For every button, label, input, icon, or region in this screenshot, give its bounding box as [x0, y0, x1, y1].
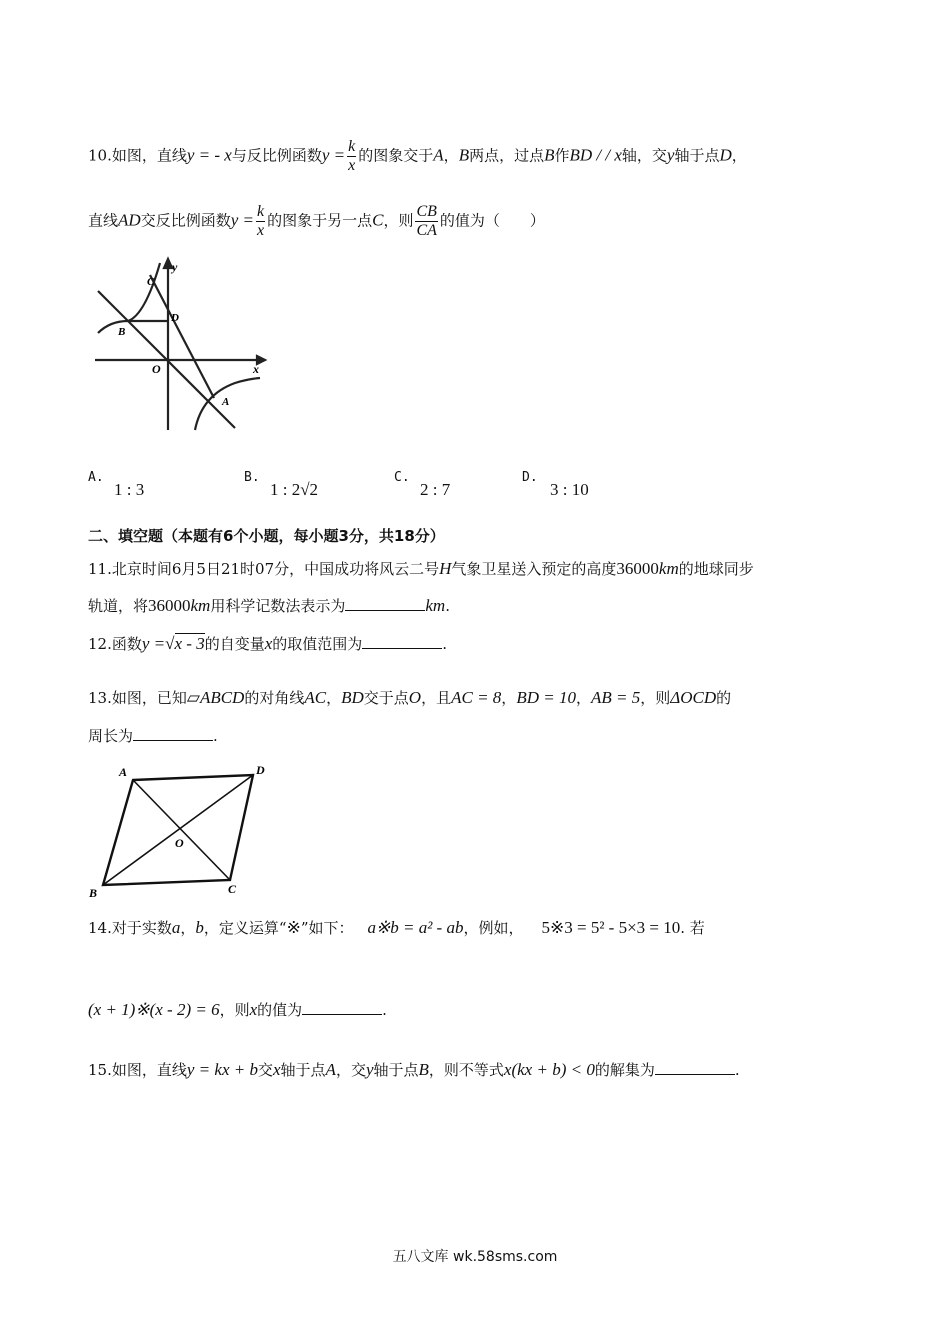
q13-text: ，	[575, 689, 591, 707]
q15-line	[88, 1058, 740, 1082]
q14-text: 的值为	[257, 1001, 303, 1019]
q11-line1	[88, 557, 754, 581]
q14-b: b	[195, 918, 204, 937]
q10-text: 轴于点	[674, 146, 720, 165]
graph-label-x: x	[253, 362, 259, 376]
q10-line-ad: AD	[118, 210, 141, 230]
q11-number: 11.	[88, 560, 112, 578]
q10-text: ，	[731, 146, 747, 165]
q13-parallelogram: ▱ABCD	[186, 688, 245, 707]
q14-text: ，	[180, 919, 196, 937]
q10-line-equation: y = - x	[186, 145, 232, 165]
q14-x: x	[249, 1000, 258, 1019]
q12-radicand: x - 3	[174, 634, 205, 653]
sqrt-sign: √	[165, 634, 175, 653]
q10-fraction-cb-ca	[415, 203, 437, 240]
q13-ac-eq: AC = 8	[451, 688, 502, 707]
q11-height: 36000	[148, 596, 191, 615]
q14-text: ”如下：	[300, 919, 354, 937]
frac-numerator: k	[348, 138, 356, 155]
q14-operator: ※	[286, 918, 301, 937]
option-d-value[interactable]: 3 : 10	[550, 480, 589, 499]
q11-text: .	[445, 597, 450, 615]
fig-label-o: O	[175, 836, 184, 850]
q11-h: H	[439, 559, 452, 578]
q13-text: 的对角线	[244, 689, 305, 707]
q14-definition: a※b = a² - ab	[367, 918, 464, 937]
q10-line2	[88, 203, 545, 240]
q12-text: 的取值范围为	[272, 635, 363, 653]
q15-point-a: A	[325, 1060, 336, 1079]
q15-text: 交	[257, 1061, 273, 1079]
q10-text: 与反比例函数	[231, 146, 322, 165]
q11-unit: km	[658, 559, 679, 578]
q13-answer-blank[interactable]	[133, 724, 213, 741]
q13-line2	[88, 724, 218, 748]
q10-text: 的值为（ ）	[439, 211, 545, 230]
q13-text: 的	[716, 689, 732, 707]
q13-text: .	[213, 727, 218, 745]
q11-text: 轨道，将	[88, 597, 149, 615]
q10-bd-parallel: BD / / x	[569, 145, 622, 165]
q10-text: 直线	[88, 211, 119, 230]
q10-text: 如图，直线	[111, 146, 187, 165]
frac-denominator: CA	[416, 222, 437, 239]
q15-point-b: B	[418, 1060, 429, 1079]
q14-a: a	[171, 918, 181, 937]
graph-label-y: y	[172, 260, 178, 274]
frac-denominator: x	[348, 157, 356, 174]
q13-figure	[85, 760, 275, 900]
q10-text: 交反比例函数	[140, 211, 231, 230]
q10-point-a: A	[433, 145, 444, 165]
q13-ac: AC	[304, 688, 327, 707]
q13-text: ，	[501, 689, 517, 707]
q14-answer-blank[interactable]	[302, 998, 382, 1015]
q15-text: 如图，直线	[111, 1061, 187, 1079]
q11-text: 气象卫星送入预定的高度	[451, 560, 617, 578]
q13-o: O	[408, 688, 422, 707]
q10-point-d: D	[719, 145, 732, 165]
q10-text: 作	[554, 146, 570, 165]
q10-y-eq: y =	[230, 210, 254, 230]
q14-text: ，则	[219, 1001, 250, 1019]
q13-text: ，且	[421, 689, 452, 707]
q10-text: 的图象于另一点	[267, 211, 373, 230]
q15-text: ，交	[335, 1061, 366, 1079]
q12-line	[88, 632, 447, 656]
fig-label-a: A	[119, 765, 128, 779]
fig-label-d: D	[256, 763, 265, 777]
q12-text: .	[442, 635, 448, 653]
q13-ab-eq: AB = 5	[590, 688, 641, 707]
q11-height: 36000	[616, 559, 659, 578]
option-c-letter[interactable]: C.	[394, 470, 410, 485]
q10-text: ，则	[383, 211, 414, 230]
q15-text: ，则不等式	[428, 1061, 504, 1079]
q11-answer-blank[interactable]	[345, 594, 425, 611]
frac-numerator: CB	[416, 203, 437, 220]
q10-line1	[88, 138, 747, 175]
graph-label-b: B	[118, 326, 126, 338]
option-d-letter[interactable]: D.	[522, 470, 538, 485]
q10-point-c: C	[372, 210, 384, 230]
option-a-value[interactable]: 1 : 3	[114, 480, 145, 499]
q14-text: .	[382, 1001, 387, 1019]
q12-text: 函数	[111, 635, 142, 653]
q15-text: 轴于点	[373, 1061, 419, 1079]
q10-y-axis: y	[666, 145, 675, 165]
q11-line2	[88, 594, 450, 618]
page-footer[interactable]: 五八文库 wk.58sms.com	[392, 1249, 558, 1265]
q12-x: x	[264, 634, 273, 653]
graph-label-c: C	[147, 276, 155, 288]
q12-number: 12.	[88, 635, 112, 653]
q14-text: . 若	[680, 919, 705, 937]
q11-text: 北京时间6月5日21时07分，中国成功将风云二号	[111, 560, 440, 578]
q13-bd: BD	[341, 688, 364, 707]
option-b-letter[interactable]: B.	[244, 470, 260, 485]
y-axis-arrow	[164, 259, 172, 268]
q10-text: 的图象交于	[358, 146, 434, 165]
q10-text: ，	[443, 146, 459, 165]
q13-line1	[88, 686, 731, 710]
q10-point-b: B	[544, 145, 555, 165]
q12-text: 的自变量	[204, 635, 265, 653]
q14-text: ，例如，	[463, 919, 524, 937]
q13-text: 交于点	[363, 689, 409, 707]
q13-number: 13.	[88, 689, 112, 707]
graph-label-d: D	[171, 312, 179, 324]
q14-text: ，定义运算“	[203, 919, 287, 937]
q10-fraction-k-x	[347, 138, 356, 175]
line-ad	[150, 275, 214, 398]
q11-text: 的地球同步	[678, 560, 754, 578]
option-c-value[interactable]: 2 : 7	[420, 480, 451, 499]
q14-line2	[88, 998, 387, 1022]
section-heading: 二、填空题（本题有6个小题，每小题3分，共18分）	[88, 527, 445, 545]
q11-unit: km	[190, 596, 211, 615]
q14-example: 5※3 = 5² - 5×3 = 10	[541, 918, 681, 937]
q15-text: .	[734, 1061, 740, 1079]
q13-triangle: ΔOCD	[670, 688, 717, 707]
q13-text: 周长为	[88, 727, 134, 745]
q13-bd-eq: BD = 10	[516, 688, 576, 707]
q15-answer-blank[interactable]	[655, 1058, 735, 1075]
option-a-letter[interactable]: A.	[88, 470, 104, 485]
diagonal-ac	[133, 780, 230, 880]
q13-text: 如图，已知	[111, 689, 187, 707]
q15-text: 轴于点	[280, 1061, 326, 1079]
q10-number: 10.	[88, 146, 112, 165]
q15-x: x	[272, 1060, 281, 1079]
frac-denominator: x	[256, 222, 265, 239]
q13-text: ，则	[640, 689, 671, 707]
q12-y-eq: y =	[141, 634, 166, 653]
q14-condition: (x + 1)※(x - 2) = 6	[88, 1000, 220, 1019]
option-b-value[interactable]: 1 : 2√2	[270, 480, 319, 499]
frac-numerator: k	[256, 203, 265, 220]
q10-figure	[90, 255, 270, 435]
q10-text: 两点，过点	[469, 146, 545, 165]
q10-y-eq: y =	[321, 145, 346, 165]
diagonal-bd	[103, 775, 253, 885]
q15-inequality: x(kx + b) < 0	[503, 1060, 595, 1079]
q11-unit: km	[425, 596, 446, 615]
q14-line1	[88, 916, 705, 940]
fig-label-c: C	[228, 882, 237, 896]
q14-number: 14.	[88, 919, 112, 937]
q12-answer-blank[interactable]	[362, 632, 442, 649]
q10-point-b: B	[458, 145, 470, 165]
fig-label-b: B	[89, 886, 98, 900]
graph-label-a: A	[222, 396, 230, 408]
q14-text: 对于实数	[111, 919, 172, 937]
q10-fraction-k-x	[256, 203, 265, 240]
q10-text: 轴，交	[621, 146, 667, 165]
q11-text: 用科学记数法表示为	[210, 597, 346, 615]
q15-line-equation: y = kx + b	[186, 1060, 258, 1079]
q15-text: 的解集为	[594, 1061, 655, 1079]
q15-number: 15.	[88, 1061, 112, 1079]
q13-text: ，	[326, 689, 342, 707]
q15-y: y	[365, 1060, 374, 1079]
graph-label-o: O	[152, 362, 161, 376]
